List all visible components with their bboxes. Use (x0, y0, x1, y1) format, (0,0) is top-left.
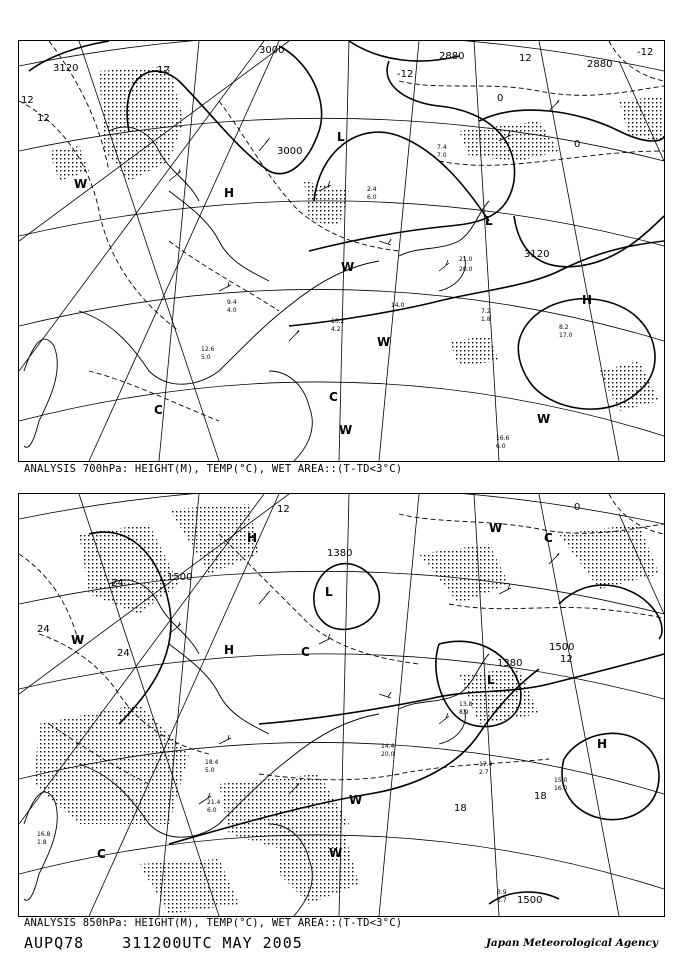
system-marker: H (224, 643, 235, 657)
obs-value: 17.4 (479, 761, 493, 768)
contour-label: 1380 (497, 658, 523, 669)
obs-value: 6.0 (496, 443, 506, 450)
contour-label: 1500 (549, 642, 575, 653)
map-panel-700hpa (18, 40, 665, 462)
obs-value: 2.7 (497, 897, 507, 904)
obs-value: 10.2 (331, 318, 345, 325)
system-marker: W (341, 260, 355, 274)
system-marker: H (247, 531, 258, 545)
height-contours (89, 532, 664, 904)
contour-label: 3000 (277, 146, 303, 157)
map-700hpa-canvas (19, 41, 664, 461)
contour-label: 1380 (327, 548, 353, 559)
obs-value: 4.0 (227, 307, 237, 314)
contour-label: 1500 (517, 895, 543, 906)
contour-label: 2880 (439, 51, 465, 62)
system-marker: W (489, 521, 503, 535)
obs-value: 5.0 (205, 767, 215, 774)
panel-700-caption: ANALYSIS 700hPa: HEIGHT(M), TEMP(°C), WET AREA::(T-TD<3°C) (24, 463, 403, 475)
system-marker: H (582, 293, 593, 307)
system-marker: W (377, 335, 391, 349)
system-marker: C (154, 403, 163, 417)
contour-label: 24 (117, 648, 130, 659)
obs-value: 16.8 (37, 831, 51, 838)
system-marker: L (485, 214, 493, 228)
obs-value: 3.9 (497, 889, 507, 896)
obs-value: 9.4 (227, 299, 237, 306)
obs-value: 20.0 (381, 751, 395, 758)
obs-value: 2.4 (367, 186, 377, 193)
panel-850-caption: ANALYSIS 850hPa: HEIGHT(M), TEMP(°C), WET AREA::(T-TD<3°C) (24, 917, 403, 929)
obs-value: 1.8 (481, 316, 491, 323)
system-marker: W (71, 633, 85, 647)
obs-value: 16.6 (496, 435, 510, 442)
system-marker: W (329, 846, 343, 860)
map-panel-850hpa (18, 493, 665, 917)
obs-value: 15.0 (554, 777, 568, 784)
system-marker: L (337, 130, 345, 144)
contour-label: 0 (574, 502, 581, 513)
contour-label: 12 (519, 53, 532, 64)
obs-value: 12.6 (201, 346, 215, 353)
contour-label: 18 (534, 791, 547, 802)
map-850hpa-canvas (19, 494, 664, 916)
obs-value: 14.0 (391, 302, 405, 309)
contour-label: 1500 (167, 572, 193, 583)
obs-value: 16.0 (554, 785, 568, 792)
obs-value: 4.2 (331, 326, 341, 333)
contour-label: -12 (397, 69, 414, 80)
system-marker: W (339, 423, 353, 437)
obs-value: 21.4 (207, 799, 221, 806)
wet-area-stipple (34, 504, 659, 914)
contour-label: 24 (37, 624, 50, 635)
system-marker: W (537, 412, 551, 426)
obs-value: 2.7 (479, 769, 489, 776)
contour-label: 12 (277, 504, 290, 515)
contour-label: 3120 (53, 63, 79, 74)
obs-value: 7.2 (481, 308, 491, 315)
contour-label: 3120 (524, 249, 550, 260)
contour-label: 24 (111, 578, 124, 589)
obs-value: 6.0 (367, 194, 377, 201)
obs-value: 13.8 (459, 701, 473, 708)
system-marker: W (74, 177, 88, 191)
obs-value: 6.0 (207, 807, 217, 814)
obs-value: 8.9 (459, 709, 469, 716)
obs-value: 21.0 (459, 256, 473, 263)
system-marker: C (301, 645, 310, 659)
system-marker: L (487, 673, 495, 687)
obs-value: 1.8 (37, 839, 47, 846)
system-marker: L (325, 585, 333, 599)
product-code: AUPQ78 (24, 934, 85, 952)
obs-value: 7.4 (437, 144, 447, 151)
obs-value: 14.4 (381, 743, 395, 750)
valid-time: 311200UTC MAY 2005 (122, 934, 303, 952)
contour-label: 12 (21, 95, 34, 106)
obs-value: 17.0 (559, 332, 573, 339)
contour-label: 0 (497, 93, 504, 104)
system-marker: H (597, 737, 608, 751)
obs-value: 8.2 (559, 324, 569, 331)
contour-label: 12 (37, 113, 50, 124)
contour-label: 12 (560, 654, 573, 665)
contour-label: 12 (157, 65, 170, 76)
system-marker: W (349, 793, 363, 807)
agency-name: Japan Meteorological Agency (485, 937, 658, 949)
obs-value: 7.0 (437, 152, 447, 159)
product-header (24, 934, 331, 952)
contour-label: 3000 (259, 45, 285, 56)
system-marker: C (544, 531, 553, 545)
obs-value: 5.0 (201, 354, 211, 361)
system-marker: C (97, 847, 106, 861)
obs-value: 20.0 (459, 266, 473, 273)
system-marker: H (224, 186, 235, 200)
contour-label: -12 (637, 47, 654, 58)
system-marker: C (329, 390, 338, 404)
contour-label: 2880 (587, 59, 613, 70)
contour-label: 18 (454, 803, 467, 814)
obs-value: 18.4 (205, 759, 219, 766)
contour-label: 0 (574, 139, 581, 150)
